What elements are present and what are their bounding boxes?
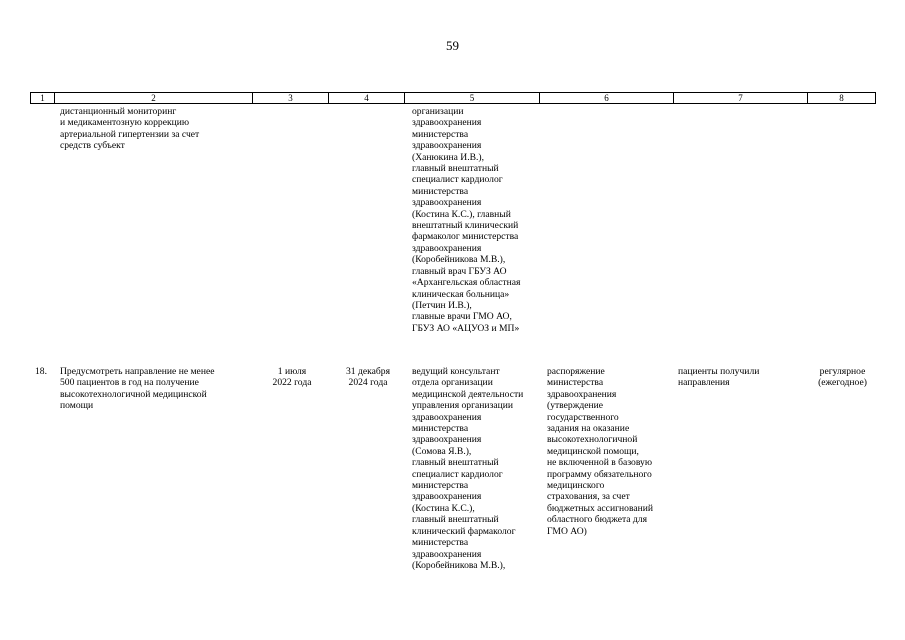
table-header-row	[30, 92, 876, 104]
row-18-result: пациенты получили направления	[678, 366, 760, 389]
header-col-7: 7	[674, 93, 808, 103]
header-col-2: 2	[55, 93, 253, 103]
header-col-1: 1	[31, 93, 55, 103]
header-col-5: 5	[405, 93, 540, 103]
row-18-periodicity: регулярное (ежегодное)	[818, 366, 867, 389]
row-18-number: 18.	[35, 366, 47, 377]
row-18-end-date: 31 декабря 2024 года	[346, 366, 390, 389]
row-18-task: Предусмотреть направление не менее 500 пациентов в год на получение высокотехнологичной медицинской помощи	[60, 366, 215, 412]
header-col-3: 3	[253, 93, 329, 103]
row-18-document: распоряжение министерства здравоохранения (утверждение государственного задания на оказание высокотехнологичной медицинской помощи, не включенной в базовую программу обязательного медицинского страхования, за счет бюджетных ассигнований областного бюджета для ГМО АО)	[547, 366, 654, 537]
continued-task-text: дистанционный мониторинг и медикаментозную коррекцию артериальной гипертензии за счет средств субъект	[60, 106, 200, 152]
row-18-start-date: 1 июля 2022 года	[272, 366, 312, 389]
header-col-8: 8	[839, 93, 844, 103]
header-col-6: 6	[540, 93, 674, 103]
header-col-4: 4	[329, 93, 405, 103]
row-18-responsible: ведущий консультант отдела организации медицинской деятельности управления организации здравоохранения министерства здравоохранения (Сомова Я.В.), главный внештатный специалист кардиолог министерства здравоохранения (Костина К.С.), главный внештатный клинический фармаколог министерства здравоохранения (Коробейникова М.В.),	[412, 366, 524, 571]
page-number: 59	[446, 38, 459, 53]
continued-responsible-text: организации здравоохранения министерства здравоохранения (Ханюкина И.В.), главный внештатный специалист кардиолог министерства здравоохранения (Костина К.С.), главный внештатный клинический фармаколог министерства здравоохранения (Коробейникова М.В.), главный врач ГБУЗ АО «Архангельская областная клиническая больница» (Петчин И.В.), главные врачи ГМО АО, ГБУЗ АО «АЦУОЗ и МП»	[412, 106, 521, 334]
